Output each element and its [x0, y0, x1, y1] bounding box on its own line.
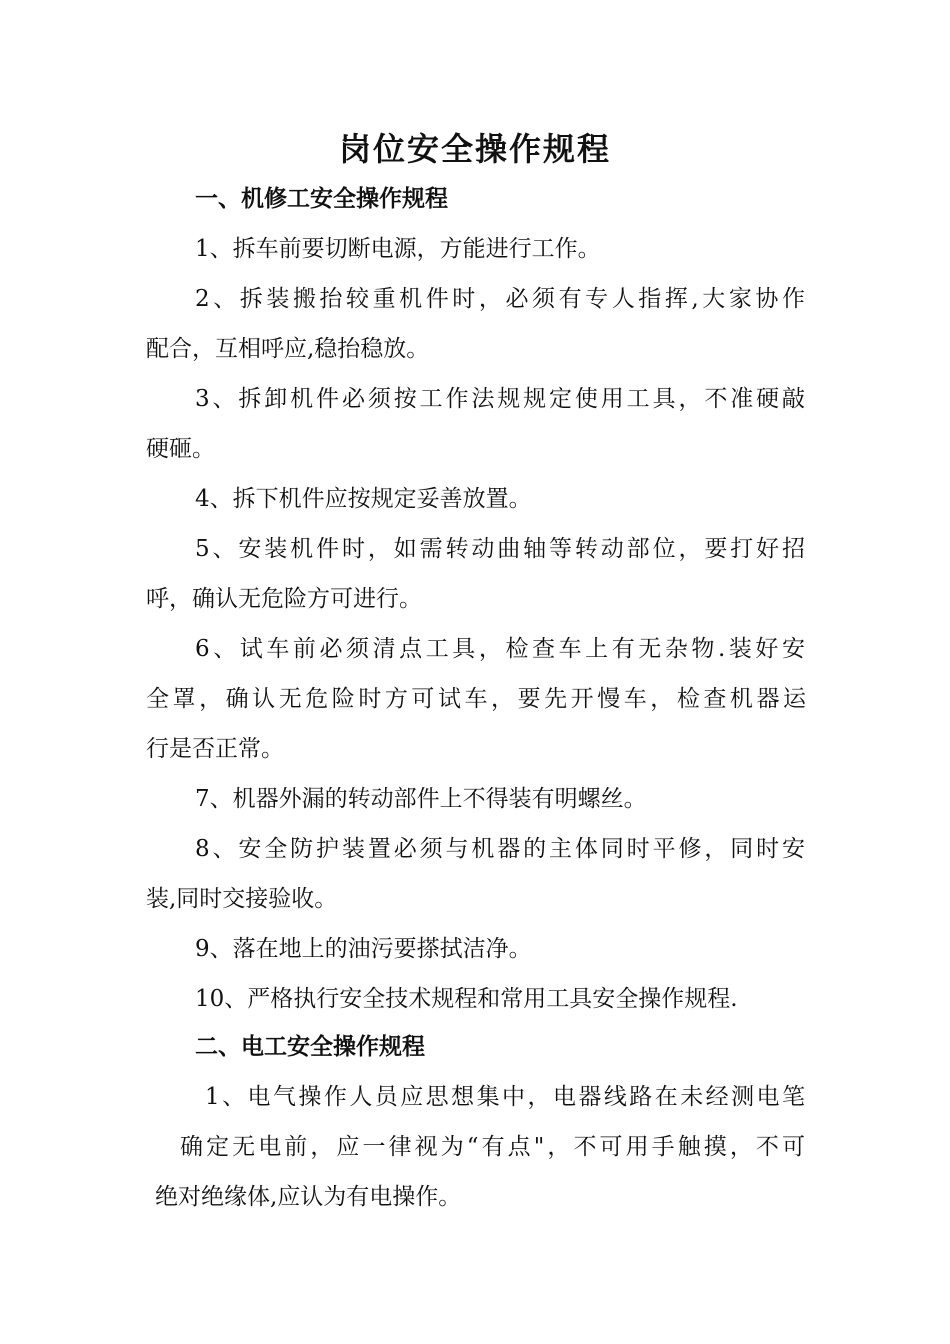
rule-item-4: 4、拆下机件应按规定妥善放置。 [195, 486, 532, 512]
rule-item-5-line-2: 呼，确认无危险方可进行。 [146, 586, 422, 612]
rule-item-1: 1、拆车前要切断电源，方能进行工作。 [195, 236, 601, 262]
rule-item-3-line-1: 3、拆卸机件必须按工作法规规定使用工具，不准硬敲 [195, 386, 805, 412]
section-heading-electrician: 二、电工安全操作规程 [195, 1033, 425, 1060]
rule-item-6-line-1: 6、试车前必须清点工具，检查车上有无杂物.装好安 [195, 636, 805, 662]
rule-item-2-line-2: 配合，互相呼应,稳抬稳放。 [146, 336, 430, 362]
rule-item-2-line-1: 2、拆装搬抬较重机件时，必须有专人指挥,大家协作 [195, 286, 805, 312]
rule-item-10: 10、严格执行安全技术规程和常用工具安全操作规程. [195, 986, 738, 1012]
rule-item-6-line-2: 全罩，确认无危险时方可试车，要先开慢车，检查机器运 [146, 686, 806, 712]
rule-item-3-line-2: 硬砸。 [146, 436, 215, 462]
document-title: 岗位安全操作规程 [338, 130, 611, 168]
rule-item-6-line-3: 行是否正常。 [146, 736, 284, 762]
electric-rule-1-line-3: 绝对绝缘体,应认为有电操作。 [155, 1184, 462, 1210]
electric-rule-1-line-1: 1、电气操作人员应思想集中，电器线路在未经测电笔 [205, 1084, 805, 1110]
rule-item-8-line-2: 装,同时交接验收。 [146, 886, 338, 912]
rule-item-8-line-1: 8、安全防护装置必须与机器的主体同时平修，同时安 [195, 836, 805, 862]
electric-rule-1-line-2: 确定无电前，应一律视为“有点"，不可用手触摸，不可 [180, 1134, 805, 1160]
rule-item-5-line-1: 5、安装机件时，如需转动曲轴等转动部位，要打好招 [195, 536, 805, 562]
section-heading-mechanic: 一、机修工安全操作规程 [195, 185, 448, 212]
rule-item-9: 9、落在地上的油污要搽拭洁净。 [195, 936, 532, 962]
rule-item-7: 7、机器外漏的转动部件上不得装有明螺丝。 [195, 786, 647, 812]
